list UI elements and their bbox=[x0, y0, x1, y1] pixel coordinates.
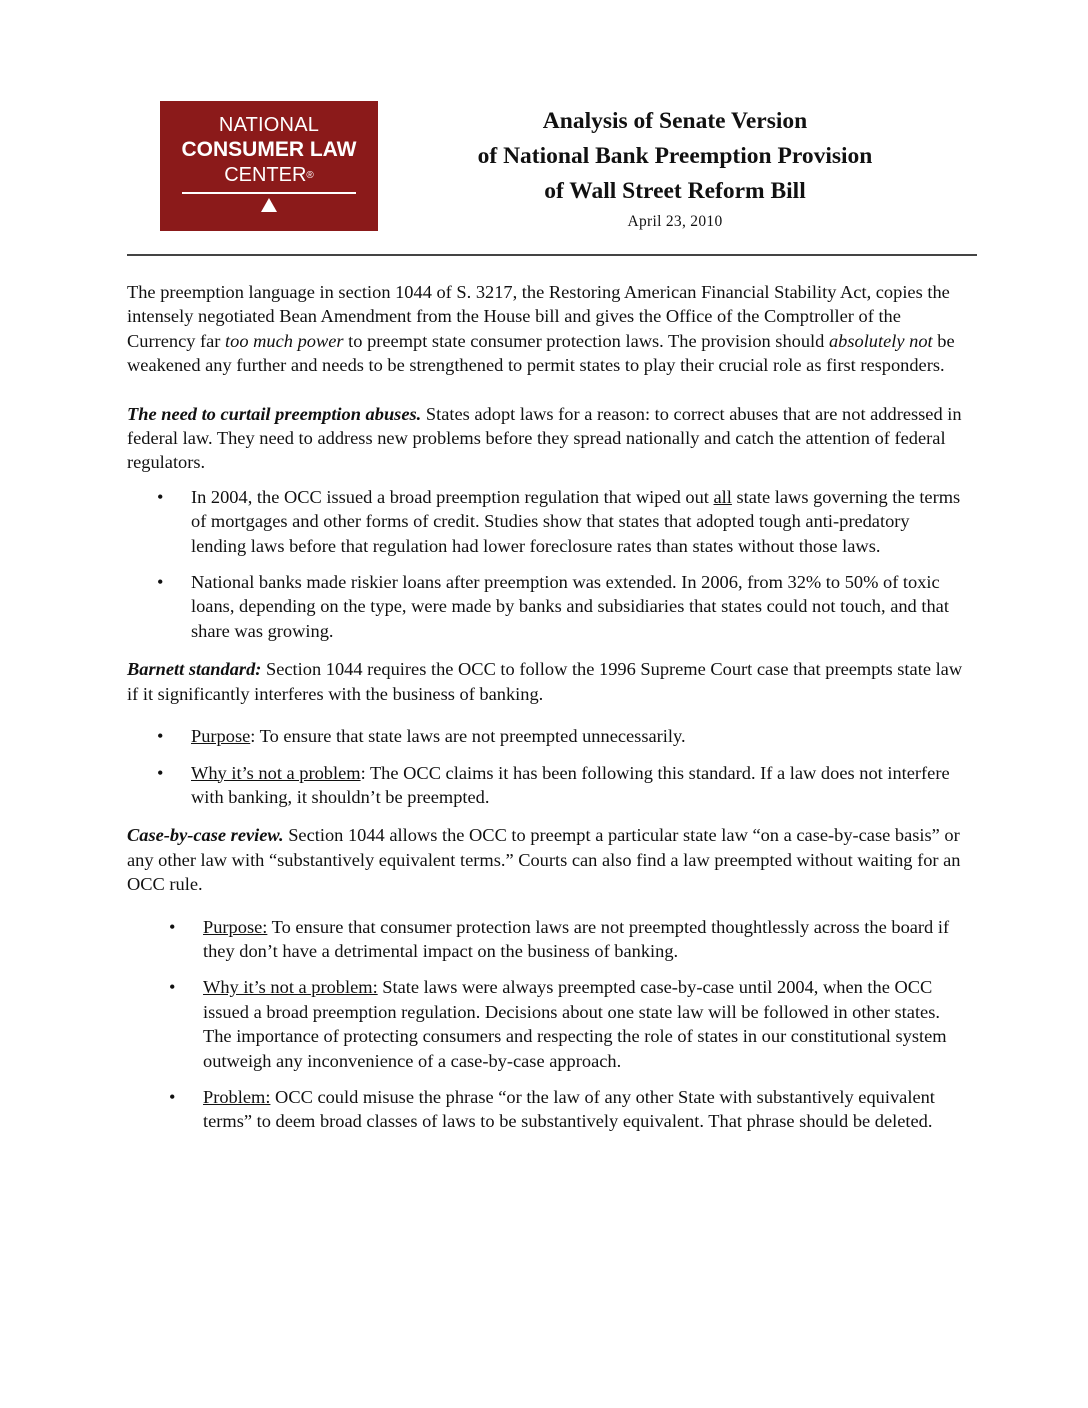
bullet-text: To ensure that consumer protection laws are not preempted thoughtlessly across the board if they don’t have a detrimental impact on the business of banking. bbox=[203, 916, 950, 961]
intro-text-2: to preempt state consumer protection laws. The provision should bbox=[343, 330, 829, 351]
bullet-text: In 2004, the OCC issued a broad preemption regulation that wiped out bbox=[191, 486, 714, 507]
bullet-icon: • bbox=[157, 572, 164, 593]
bullet-text: OCC could misuse the phrase “or the law of any other State with substantively equivalent terms” to deem broad classes of laws to be substantively equivalent. That phrase should be deleted. bbox=[203, 1086, 935, 1132]
section-heading: The need to curtail preemption abuses. bbox=[127, 403, 422, 424]
bullet-list bbox=[127, 724, 967, 809]
bullet-underlined: Problem: bbox=[203, 1086, 271, 1107]
bullet-list bbox=[127, 915, 967, 1134]
list-item bbox=[127, 570, 967, 643]
bullet-text: : To ensure that state laws are not preempted unnecessarily. bbox=[250, 726, 686, 747]
bullet-underlined: Why it’s not a problem bbox=[191, 762, 361, 783]
bullet-icon: • bbox=[169, 916, 176, 937]
triangle-icon bbox=[261, 198, 277, 212]
list-item bbox=[127, 761, 967, 810]
section-text: States adopt laws for a reason: to correct abuses that are not addressed in federal law. They need to address new problems before they spread nationally and catch the attention of federal regulators. bbox=[127, 403, 962, 473]
document-title bbox=[410, 104, 940, 231]
bullet-icon: • bbox=[157, 762, 164, 783]
bullet-text: State laws were always preempted case-by-case until 2004, when the OCC issued a broad preemption regulation. Decisions about one state law will be followed in other states. The importance of protecting consumers and respecting the role of states in our constitutional system outweigh any inconvenience of a case-by-case approach. bbox=[203, 977, 947, 1071]
bullet-underlined: Purpose: bbox=[203, 916, 268, 937]
title-line-2: of National Bank Preemption Provision bbox=[477, 143, 873, 169]
section-heading: Case-by-case review. bbox=[127, 825, 284, 846]
title-line-1: Analysis of Senate Version bbox=[542, 108, 808, 134]
document-date: April 23, 2010 bbox=[627, 213, 723, 230]
bullet-icon: • bbox=[157, 726, 164, 747]
bullet-underlined: Why it’s not a problem: bbox=[203, 977, 378, 998]
intro-emphasis-2: absolutely not bbox=[828, 330, 933, 351]
bullet-icon: • bbox=[169, 977, 176, 998]
intro-paragraph bbox=[127, 280, 967, 378]
intro-text-3: be weakened any further and needs to be strengthened to permit states to play their crucial role as first responders. bbox=[127, 330, 955, 376]
bullet-underlined: Purpose bbox=[191, 726, 251, 747]
section-text: Section 1044 requires the OCC to follow the 1996 Supreme Court case that preempts state law if it significantly interferes with the business of banking. bbox=[127, 659, 963, 704]
bullet-icon: • bbox=[169, 1086, 176, 1107]
list-item bbox=[127, 485, 967, 558]
logo-line-2: CONSUMER LAW bbox=[181, 138, 357, 161]
intro-text-1: The preemption language in section 1044 of S. 3217, the Restoring American Financial Stability Act, copies the intensely negotiated Bean Amendment from the House bill and gives the Office of the Comptroller of the Currency far bbox=[127, 282, 950, 351]
title-line-3: of Wall Street Reform Bill bbox=[544, 178, 806, 204]
section-case-by-case bbox=[127, 823, 967, 896]
header-divider bbox=[127, 254, 977, 256]
section-preemption-abuses bbox=[127, 402, 967, 475]
bullet-text: : The OCC claims it has been following this standard. If a law does not interfere with banking, it shouldn’t be preempted. bbox=[191, 762, 950, 807]
bullet-list bbox=[127, 485, 967, 643]
section-text: Section 1044 allows the OCC to preempt a particular state law “on a case-by-case basis” or any other law with “substantively equivalent terms.” Courts can also find a law preempted without waiting for an OCC rule. bbox=[127, 825, 961, 895]
logo-line-3 bbox=[160, 163, 378, 187]
section-heading: Barnett standard: bbox=[127, 659, 262, 680]
list-item bbox=[127, 975, 967, 1073]
list-item bbox=[127, 1085, 967, 1134]
list-item bbox=[127, 724, 967, 748]
list-item bbox=[127, 915, 967, 964]
document-body bbox=[127, 280, 967, 1146]
section-barnett-standard bbox=[127, 657, 967, 706]
registered-mark: ® bbox=[306, 170, 314, 181]
bullet-text: state laws governing the terms of mortgages and other forms of credit. Studies show that states that adopted tough anti-predatory lending laws before that regulation had lower foreclosure rates than states without those laws. bbox=[191, 486, 961, 556]
logo-line-1: NATIONAL bbox=[218, 114, 320, 136]
bullet-underlined: all bbox=[713, 486, 732, 507]
intro-emphasis-1: too much power bbox=[225, 330, 344, 351]
logo-line-3-text: CENTER bbox=[224, 164, 307, 186]
logo-rule bbox=[182, 192, 356, 194]
bullet-icon: • bbox=[157, 486, 164, 507]
nclc-logo bbox=[160, 101, 378, 231]
bullet-text: National banks made riskier loans after preemption was extended. In 2006, from 32% to 50% of toxic loans, depending on the type, were made by banks and subsidiaries that states could not touch, and that share was growing. bbox=[191, 572, 949, 641]
